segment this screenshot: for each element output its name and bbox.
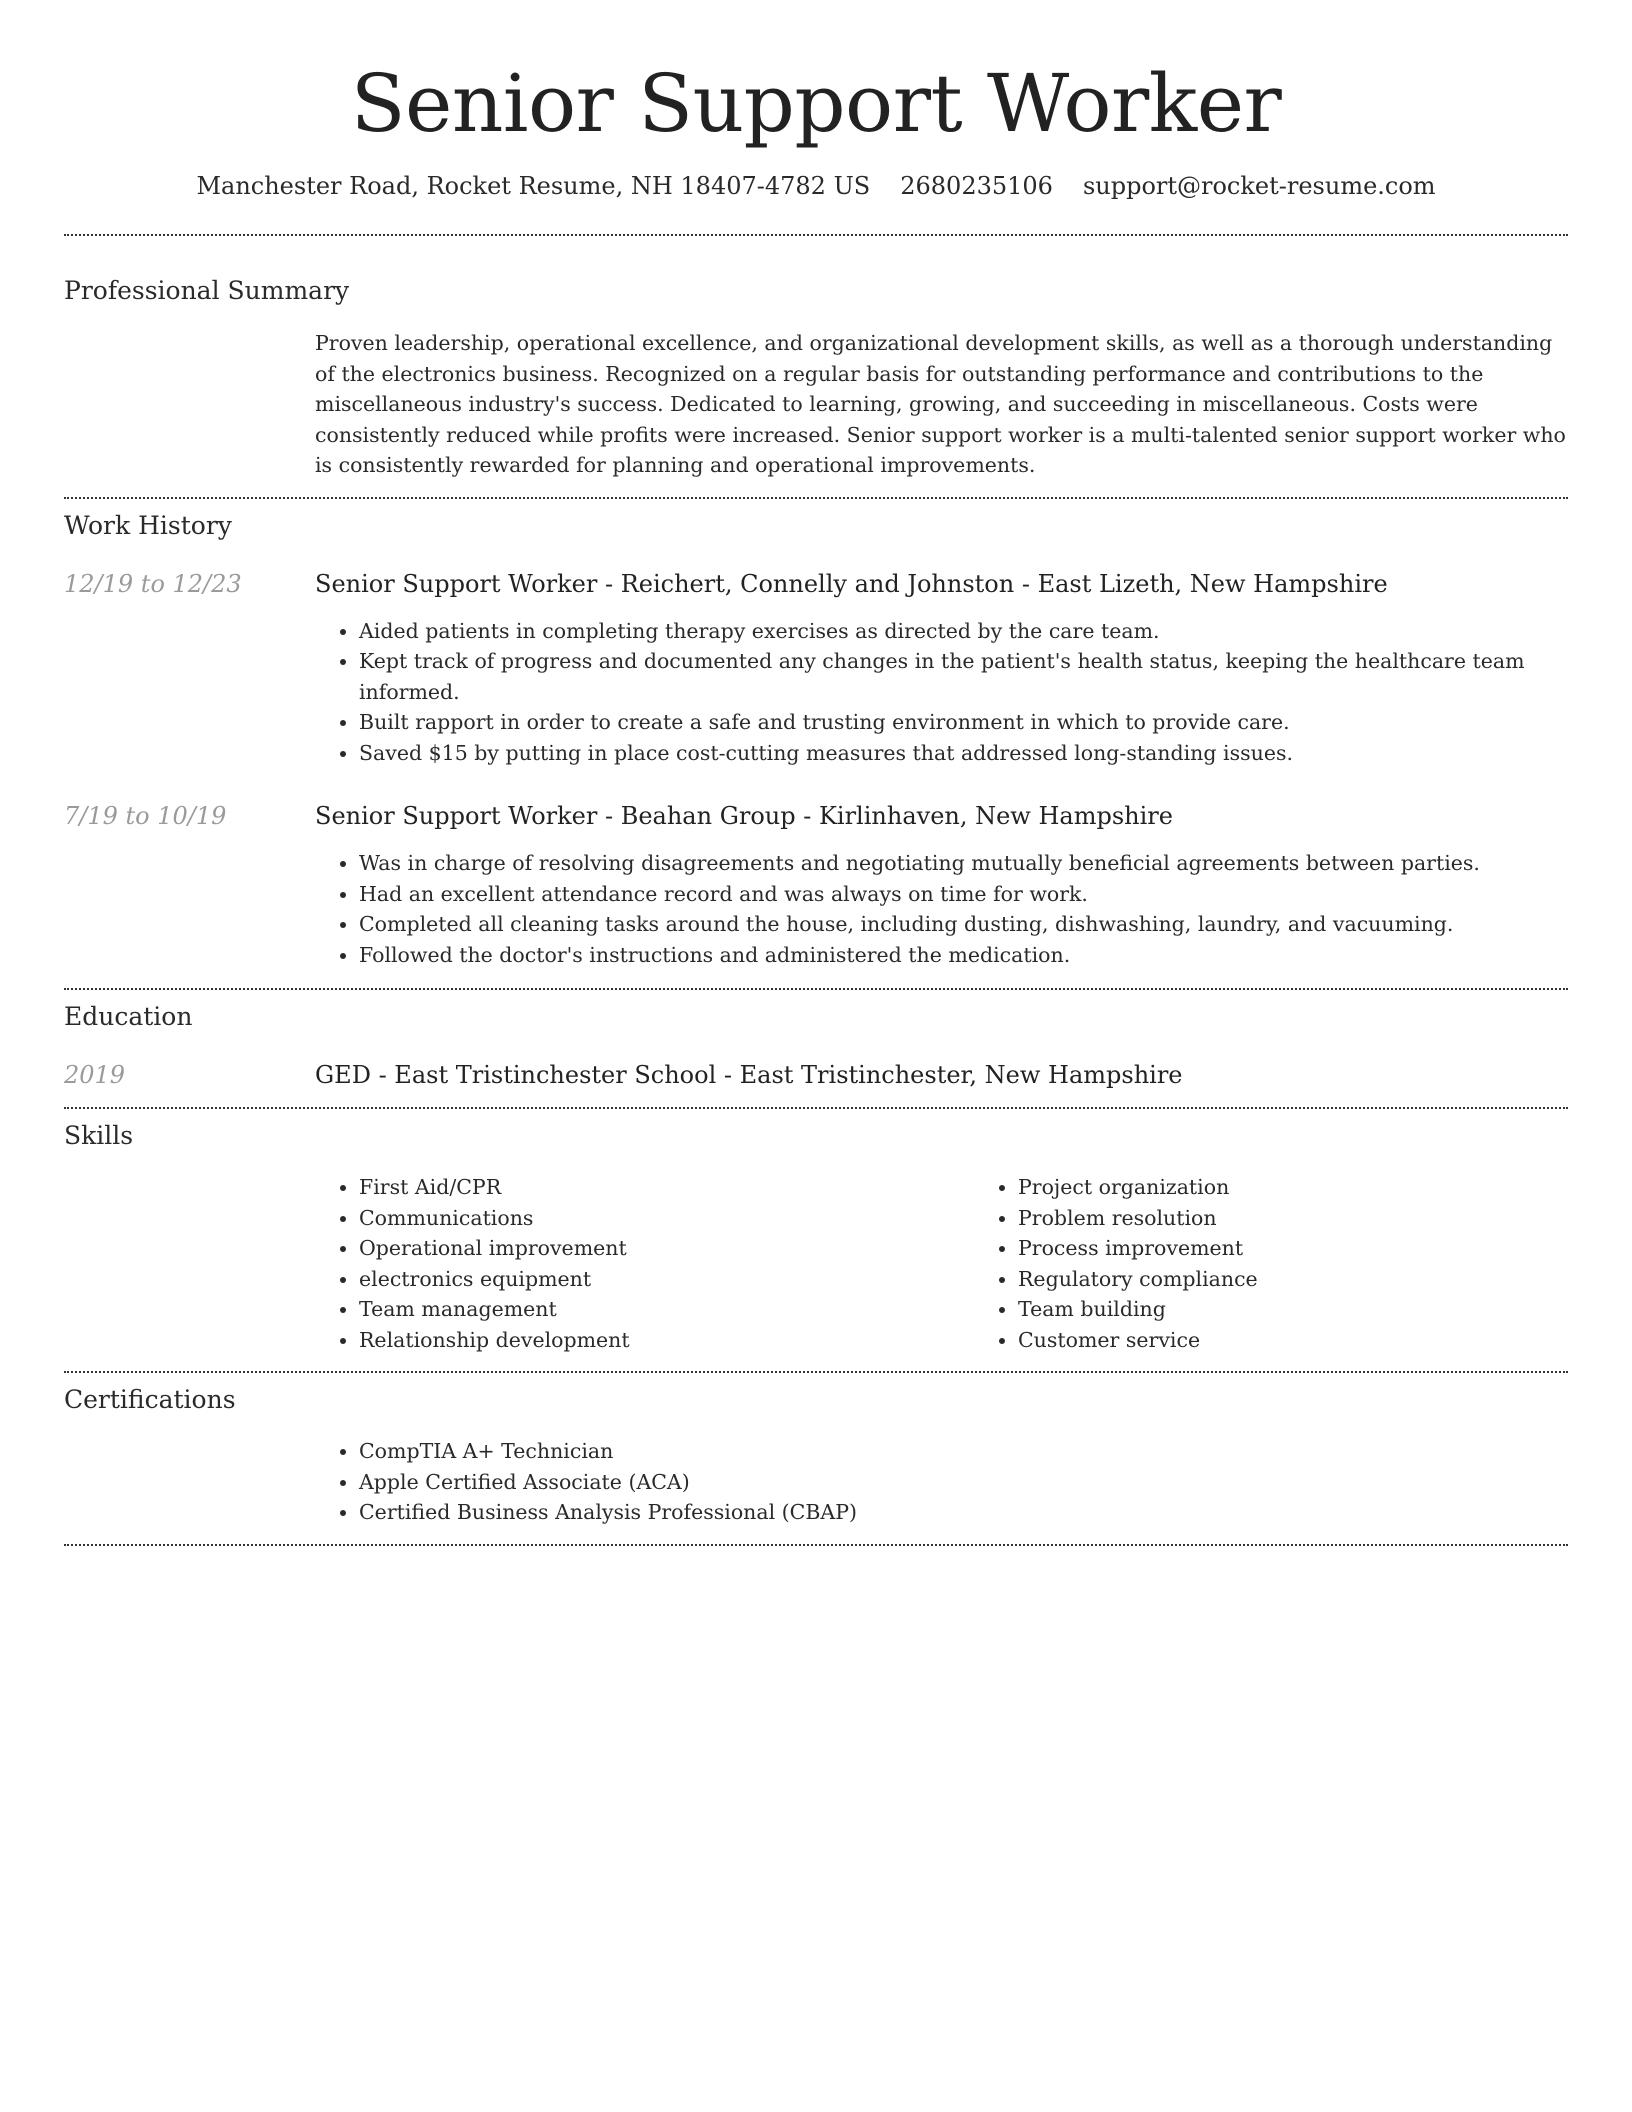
contact-address: Manchester Road, Rocket Resume, NH 18407-4782 US <box>196 172 871 200</box>
certifications-section <box>64 1373 1568 1528</box>
list-item: • Regulatory compliance <box>1018 1264 1632 1295</box>
education-year: 2019 <box>64 1061 126 1089</box>
list-item: • CompTIA A+ Technician <box>359 1436 1568 1467</box>
list-item: • Certified Business Analysis Professional (CBAP) <box>359 1497 1568 1528</box>
contact-line <box>64 170 1568 202</box>
list-item: • Had an excellent attendance record and was always on time for work. <box>359 879 1568 910</box>
job-dates: 12/19 to 12/23 <box>64 569 242 598</box>
list-item: • Followed the doctor's instructions and administered the medication. <box>359 940 1568 971</box>
education-entry: GED - East Tristinchester School - East Tristinchester, New Hampshire <box>315 1061 1183 1089</box>
certifications-list <box>315 1436 1568 1528</box>
list-item: • Apple Certified Associate (ACA) <box>359 1467 1568 1498</box>
work-section <box>64 499 1568 971</box>
job-entry <box>64 568 1568 769</box>
skills-list-right <box>974 1172 1632 1355</box>
contact-email: support@rocket-resume.com <box>1082 172 1436 200</box>
list-item: • electronics equipment <box>359 1264 974 1295</box>
skills-list-left <box>315 1172 974 1355</box>
skills-title: Skills <box>64 1121 134 1150</box>
list-item: • Team building <box>1018 1294 1632 1325</box>
education-section <box>64 990 1568 1091</box>
list-item: • Process improvement <box>1018 1233 1632 1264</box>
candidate-name: Senior Support Worker <box>350 57 1282 150</box>
list-item: • Aided patients in completing therapy exercises as directed by the care team. <box>359 616 1568 647</box>
list-item: • Project organization <box>1018 1172 1632 1203</box>
job-bullets <box>315 616 1568 769</box>
job-dates: 7/19 to 10/19 <box>64 802 227 830</box>
summary-section <box>64 236 1568 481</box>
list-item: • Kept track of progress and documented any changes in the patient's health status, keeping the healthcare team informed. <box>359 646 1568 707</box>
list-item: • Team management <box>359 1294 974 1325</box>
certifications-date-spacer <box>64 1436 315 1528</box>
section-divider <box>64 1544 1568 1546</box>
skills-section <box>64 1109 1568 1355</box>
skills-date-spacer <box>64 1172 315 1355</box>
job-bullets <box>315 848 1568 970</box>
list-item: • Operational improvement <box>359 1233 974 1264</box>
summary-title: Professional Summary <box>64 276 350 305</box>
work-title: Work History <box>64 510 232 540</box>
certifications-title: Certifications <box>64 1385 236 1414</box>
list-item: • Problem resolution <box>1018 1203 1632 1234</box>
summary-date-spacer <box>64 328 315 481</box>
job-heading: Senior Support Worker - Reichert, Connelly and Johnston - East Lizeth, New Hampshire <box>315 569 1388 598</box>
list-item: • Built rapport in order to create a safe and trusting environment in which to provide care. <box>359 707 1568 738</box>
list-item: • Communications <box>359 1203 974 1234</box>
summary-text: Proven leadership, operational excellence, and organizational development skills, as well as a thorough understanding of the electronics business. Recognized on a regular basis for outstanding performance and contributions to the miscellaneous industry's success. Dedicated to learning, growing, and succeeding in miscellaneous. Costs were consistently reduced while profits were increased. Senior support worker is a multi-talented senior support worker who is consistently rewarded for planning and operational improvements. <box>315 331 1566 477</box>
list-item: • Was in charge of resolving disagreements and negotiating mutually beneficial agreements between parties. <box>359 848 1568 879</box>
education-title: Education <box>64 1002 193 1031</box>
job-entry <box>64 800 1568 970</box>
list-item: • First Aid/CPR <box>359 1172 974 1203</box>
job-heading: Senior Support Worker - Beahan Group - Kirlinhaven, New Hampshire <box>315 802 1173 830</box>
list-item: • Completed all cleaning tasks around the house, including dusting, dishwashing, laundry, and vacuuming. <box>359 909 1568 940</box>
list-item: • Customer service <box>1018 1325 1632 1356</box>
contact-phone: 2680235106 <box>900 172 1053 200</box>
list-item: • Relationship development <box>359 1325 974 1356</box>
list-item: • Saved $15 by putting in place cost-cutting measures that addressed long-standing issues. <box>359 738 1568 769</box>
